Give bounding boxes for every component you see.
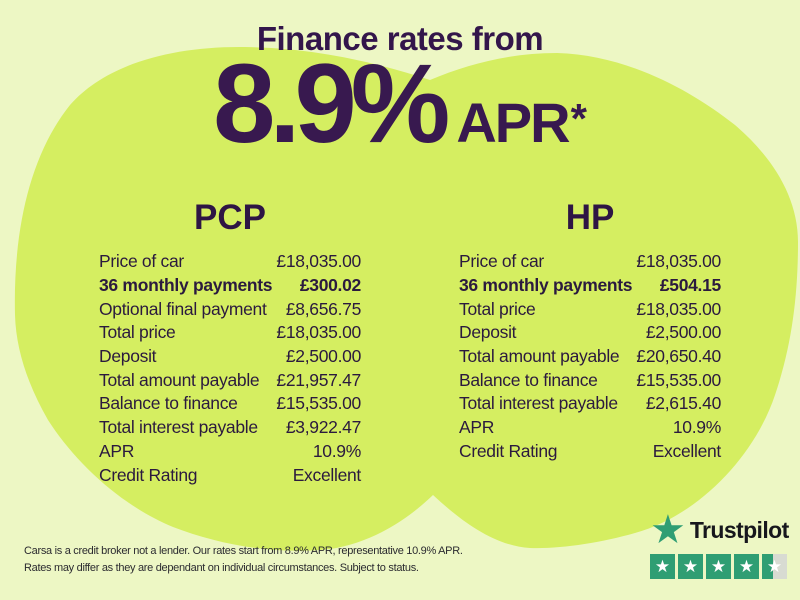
row-label: 36 monthly payments: [99, 275, 273, 296]
table-row: [99, 250, 361, 274]
row-value: £20,650.40: [636, 346, 721, 367]
table-row: [99, 416, 361, 440]
row-value: £15,535.00: [276, 393, 361, 414]
row-value: £18,035.00: [276, 251, 361, 272]
table-row: [459, 392, 721, 416]
row-label: 36 monthly payments: [459, 275, 633, 296]
row-value: £2,500.00: [285, 346, 361, 367]
row-label: Balance to finance: [99, 393, 238, 414]
row-label: Price of car: [459, 251, 544, 272]
table-row: [459, 297, 721, 321]
row-label: Optional final payment: [99, 298, 267, 319]
table-row: [99, 274, 361, 298]
table-row: [459, 368, 721, 392]
row-label: Credit Rating: [99, 464, 198, 485]
table-row: [99, 321, 361, 345]
table-row: [459, 345, 721, 369]
row-label: Total price: [99, 322, 176, 343]
row-value: Excellent: [652, 440, 721, 461]
row-label: Price of car: [99, 251, 184, 272]
trustpilot-star-icon: ★: [650, 508, 686, 552]
legal-disclaimer: [24, 543, 463, 576]
trustpilot-wordmark: Trustpilot: [689, 516, 789, 543]
table-row: [99, 297, 361, 321]
table-row: [459, 274, 721, 298]
table-row: [99, 392, 361, 416]
row-value: £2,615.40: [645, 393, 721, 414]
rate-value: 8.9%: [213, 41, 445, 166]
row-label: Total interest payable: [99, 417, 258, 438]
row-label: APR: [99, 440, 135, 461]
table-row: [99, 345, 361, 369]
row-label: Deposit: [459, 322, 517, 343]
row-value: £18,035.00: [636, 298, 721, 319]
rating-star-box: ★: [650, 554, 675, 579]
trustpilot-rating-stars: [650, 554, 789, 579]
row-value: £8,656.75: [285, 298, 361, 319]
row-label: Total price: [459, 298, 536, 319]
pcp-finance-table: [99, 198, 361, 487]
row-value: £504.15: [659, 275, 721, 296]
rating-star-box: ★: [762, 554, 787, 579]
row-value: £300.02: [299, 275, 361, 296]
row-label: Balance to finance: [459, 369, 598, 390]
headline-rate: [0, 41, 800, 166]
row-value: £3,922.47: [285, 417, 361, 438]
row-label: APR: [459, 417, 495, 438]
row-label: Total interest payable: [459, 393, 618, 414]
row-value: £18,035.00: [636, 251, 721, 272]
row-value: £21,957.47: [276, 369, 361, 390]
table-row: [99, 440, 361, 464]
hp-heading: HP: [565, 198, 615, 237]
table-row: [459, 440, 721, 464]
page-title: Finance rates from: [256, 20, 544, 57]
trustpilot-badge[interactable]: [650, 510, 789, 579]
row-label: Total amount payable: [99, 369, 260, 390]
row-label: Total amount payable: [459, 346, 620, 367]
row-value: £15,535.00: [636, 369, 721, 390]
apr-label: APR: [456, 91, 569, 154]
rating-star-box: ★: [706, 554, 731, 579]
table-row: [99, 368, 361, 392]
row-label: Credit Rating: [459, 440, 558, 461]
row-value: £2,500.00: [645, 322, 721, 343]
asterisk-footnote-marker: *: [570, 95, 587, 142]
table-row: [459, 416, 721, 440]
table-row: [459, 250, 721, 274]
rating-star-box: ★: [678, 554, 703, 579]
row-label: Deposit: [99, 346, 157, 367]
hp-rows: [459, 250, 721, 463]
hp-finance-table: [459, 198, 721, 463]
disclaimer-line-1: Carsa is a credit broker not a lender. Our rates start from 8.9% APR, representative 10.9% APR.: [24, 545, 463, 557]
pcp-rows: [99, 250, 361, 487]
trustpilot-logo: [650, 510, 789, 550]
table-row: [99, 463, 361, 487]
disclaimer-line-2: Rates may differ as they are dependant on individual circumstances. Subject to status.: [24, 561, 419, 574]
row-value: 10.9%: [312, 440, 361, 461]
rating-star-box: ★: [734, 554, 759, 579]
row-value: 10.9%: [672, 417, 721, 438]
row-value: Excellent: [292, 464, 361, 485]
row-value: £18,035.00: [276, 322, 361, 343]
pcp-heading: PCP: [194, 198, 266, 237]
table-row: [459, 321, 721, 345]
